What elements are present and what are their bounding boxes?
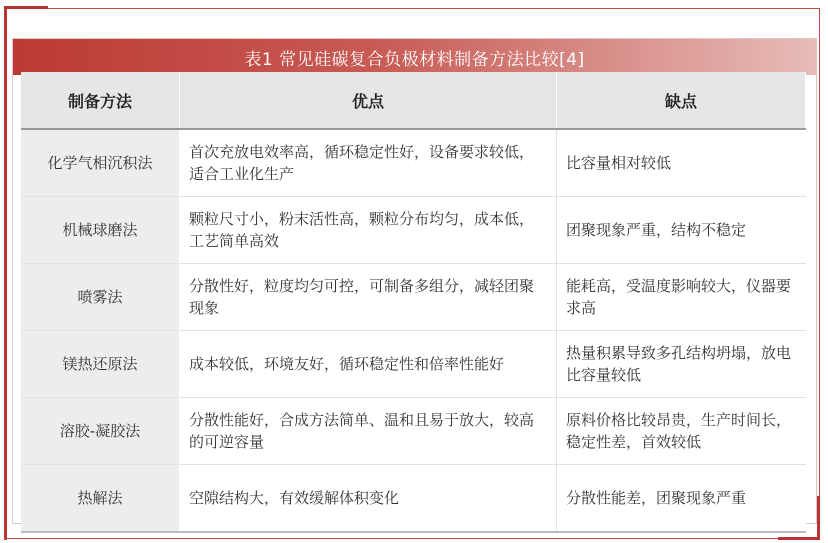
pros-cell: 分散性好，粒度均匀可控，可制备多组分，减轻团聚现象 [180,264,557,331]
frame-bottom-line [4,538,778,539]
table-row [21,331,806,398]
frame-left-line [4,6,7,540]
method-cell: 溶胶-凝胶法 [21,398,180,465]
table-row [21,465,806,533]
method-cell: 化学气相沉积法 [21,129,180,197]
method-cell: 镁热还原法 [21,331,180,398]
pros-cell: 颗粒尺寸小，粉末活性高，颗粒分布均匀，成本低，工艺简单高效 [180,197,557,264]
cons-cell: 能耗高，受温度影响较大，仪器要求高 [557,264,806,331]
frame-corner-top-left [4,6,48,9]
pros-cell: 首次充放电效率高，循环稳定性好，设备要求较低，适合工业化生产 [180,129,557,197]
method-cell: 热解法 [21,465,180,533]
pros-cell: 成本较低，环境友好，循环稳定性和倍率性能好 [180,331,557,398]
frame-corner-bottom-right-vertical [817,496,820,540]
table-row [21,398,806,465]
cons-cell: 比容量相对较低 [557,129,806,197]
pros-cell: 分散性能好，合成方法简单、温和且易于放大，较高的可逆容量 [180,398,557,465]
table-caption: 表1 常见硅碳复合负极材料制备方法比较[4] [244,49,585,70]
header-method: 制备方法 [21,72,180,129]
table-caption-bar [13,39,816,75]
table-row [21,129,806,197]
cons-cell: 分散性能差，团聚现象严重 [557,465,806,533]
header-pros: 优点 [180,72,557,129]
frame-top-line [48,8,820,9]
table-header-row [21,72,806,129]
frame-right-line [819,8,820,526]
frame-corner-bottom-right [778,537,820,540]
table-row [21,264,806,331]
pros-cell: 空隙结构大，有效缓解体积变化 [180,465,557,533]
table-row [21,197,806,264]
cons-cell: 原料价格比较昂贵，生产时间长，稳定性差，首效较低 [557,398,806,465]
comparison-table [21,72,806,533]
cons-cell: 团聚现象严重，结构不稳定 [557,197,806,264]
table-card [13,39,816,523]
header-cons: 缺点 [557,72,806,129]
method-cell: 机械球磨法 [21,197,180,264]
cons-cell: 热量积累导致多孔结构坍塌，放电比容量较低 [557,331,806,398]
method-cell: 喷雾法 [21,264,180,331]
